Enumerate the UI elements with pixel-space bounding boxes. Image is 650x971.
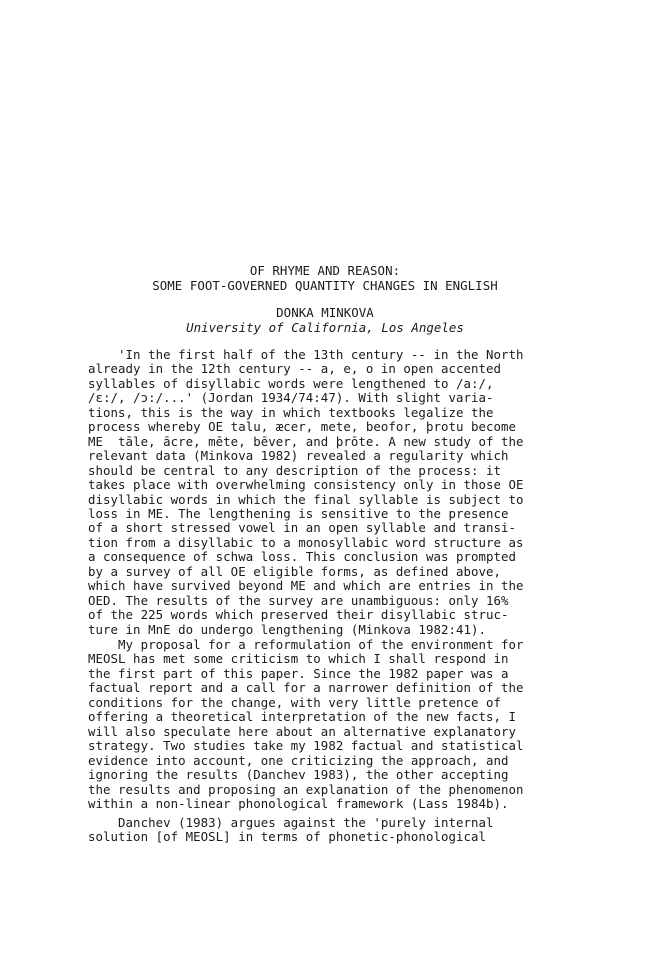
- paragraph-1-line: disyllabic words in which the final syllable is subject to: [88, 491, 524, 507]
- paragraph-2-line: ignoring the results (Danchev 1983), the other accepting: [88, 767, 509, 783]
- paragraph-1-line: of a short stressed vowel in an open syllable and transi-: [88, 520, 517, 536]
- paragraph-1-line: takes place with overwhelming consistency only in those OE: [88, 477, 524, 493]
- paragraph-1-line: /ɛ:/, /ɔ:/...' (Jordan 1934/74:47). With slight varia-: [88, 390, 494, 406]
- paragraph-2-line: MEOSL has met some criticism to which I shall respond in: [88, 651, 509, 667]
- paragraph-1-line: tions, this is the way in which textbooks legalize the: [88, 404, 494, 420]
- paragraph-1-line: 'In the first half of the 13th century -- in the North: [88, 347, 524, 362]
- paragraph-1-line: already in the 12th century -- a, e, o in open accented: [88, 361, 502, 377]
- paragraph-1-line: OED. The results of the survey are unambiguous: only 16%: [88, 592, 509, 608]
- paragraph-2-line: strategy. Two studies take my 1982 factual and statistical: [88, 738, 524, 754]
- paragraph-2-line: My proposal for a reformulation of the environment for: [88, 637, 524, 652]
- paragraph-1-line: process whereby OE talu, æcer, mete, beofor, þrotu become: [88, 419, 517, 435]
- paragraph-1-line: loss in ME. The lengthening is sensitive to the presence: [88, 505, 509, 521]
- paragraph-1-line: a consequence of schwa loss. This conclusion was prompted: [88, 549, 517, 565]
- paragraph-2-line: the first part of this paper. Since the 1982 paper was a: [88, 665, 509, 681]
- paper-title-line-2: SOME FOOT-GOVERNED QUANTITY CHANGES IN ENGLISH: [152, 278, 498, 293]
- author-affiliation: University of California, Los Angeles: [186, 320, 464, 335]
- paragraph-1-line: tion from a disyllabic to a monosyllabic word structure as: [88, 534, 524, 550]
- paragraph-1-line: should be central to any description of the process: it: [88, 462, 502, 478]
- paragraph-2-line: conditions for the change, with very little pretence of: [88, 694, 502, 710]
- paragraph-3-line: Danchev (1983) argues against the 'purely internal: [88, 815, 494, 830]
- paragraph-1-line: relevant data (Minkova 1982) revealed a regularity which: [88, 448, 509, 464]
- paragraph-1-line: of the 225 words which preserved their disyllabic struc-: [88, 607, 509, 623]
- paragraph-1-line: ME tāle, ācre, mēte, bēver, and þrōte. A new study of the: [88, 433, 524, 449]
- paragraph-1-line: by a survey of all OE eligible forms, as defined above,: [88, 563, 502, 579]
- author-name: DONKA MINKOVA: [276, 305, 374, 320]
- paragraph-2-line: will also speculate here about an alternative explanatory: [88, 723, 517, 739]
- paragraph-2-line: offering a theoretical interpretation of the new facts, I: [88, 709, 517, 725]
- paragraph-2-line: evidence into account, one criticizing the approach, and: [88, 752, 509, 768]
- paragraph-2-line: factual report and a call for a narrower definition of the: [88, 680, 524, 696]
- paragraph-3-line: solution [of MEOSL] in terms of phonetic-phonological: [88, 829, 487, 845]
- paper-title-line-1: OF RHYME AND REASON:: [249, 263, 401, 278]
- paragraph-1-line: ture in MnE do undergo lengthening (Minkova 1982:41).: [88, 621, 487, 637]
- paragraph-2-line: within a non-linear phonological framework (Lass 1984b).: [88, 795, 509, 811]
- paragraph-1-line: syllables of disyllabic words were lengthened to /a:/,: [88, 375, 494, 391]
- paragraph-1-line: which have survived beyond ME and which are entries in the: [88, 578, 524, 594]
- paragraph-2-line: the results and proposing an explanation of the phenomenon: [88, 781, 524, 797]
